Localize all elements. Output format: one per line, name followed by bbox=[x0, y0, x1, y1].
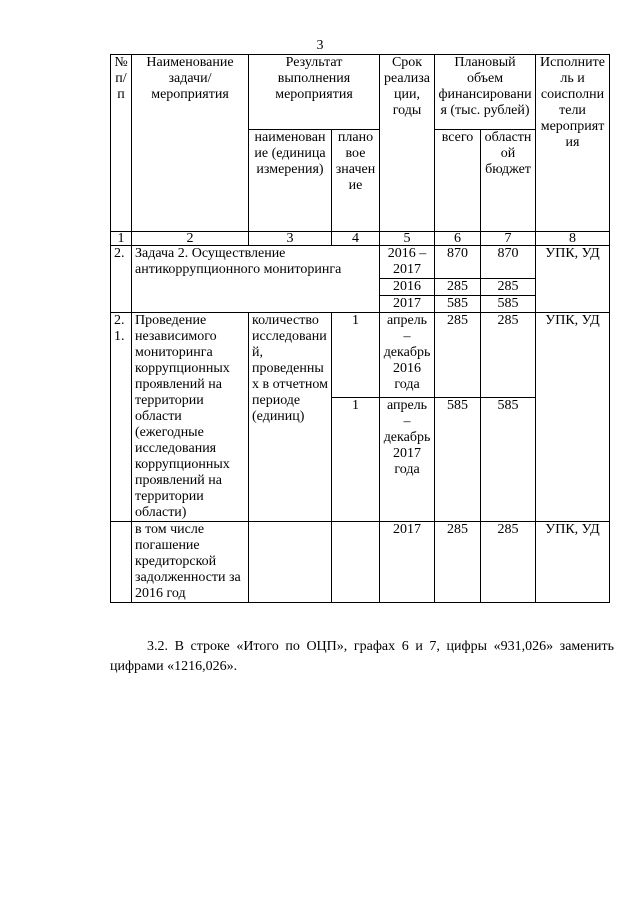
including-total: 285 bbox=[435, 522, 481, 603]
header-executor: Исполнитель и соисполнители мероприятия bbox=[536, 55, 610, 232]
including-term: 2017 bbox=[380, 522, 435, 603]
amendment-paragraph: 3.2. В строке «Итого по ОЦП», графах 6 и 7, цифры «931,026» заменить цифрами «1216,026». bbox=[110, 639, 614, 674]
task2-executor: УПК, УД bbox=[536, 246, 610, 313]
item21-term: апрель – декабрь 2016 года bbox=[380, 313, 435, 398]
header-name: Наименование задачи/мероприятия bbox=[132, 55, 249, 232]
item21-row bbox=[111, 313, 610, 398]
including-row bbox=[111, 522, 610, 603]
task2-total: 285 bbox=[435, 279, 481, 296]
header-num: № п/п bbox=[111, 55, 132, 232]
column-number: 8 bbox=[536, 232, 610, 246]
item21-value: 1 bbox=[332, 313, 380, 398]
column-number: 6 bbox=[435, 232, 481, 246]
subheader-regional: областной бюджет bbox=[481, 130, 536, 232]
page-number: 3 bbox=[316, 38, 324, 53]
item21-regional: 285 bbox=[481, 313, 536, 398]
program-table bbox=[110, 54, 610, 603]
item21-total: 585 bbox=[435, 398, 481, 522]
task2-regional: 285 bbox=[481, 279, 536, 296]
including-num bbox=[111, 522, 132, 603]
including-executor: УПК, УД bbox=[536, 522, 610, 603]
item21-total: 285 bbox=[435, 313, 481, 398]
item21-executor: УПК, УД bbox=[536, 313, 610, 522]
including-name: в том числе погашение кредиторской задолженности за 2016 год bbox=[132, 522, 249, 603]
column-number: 3 bbox=[249, 232, 332, 246]
item21-term: апрель – декабрь 2017 года bbox=[380, 398, 435, 522]
including-value bbox=[332, 522, 380, 603]
item21-value: 1 bbox=[332, 398, 380, 522]
item21-result-name: количество исследований, проведенных в отчетном периоде (единиц) bbox=[249, 313, 332, 522]
column-numbers-row bbox=[111, 232, 610, 246]
including-regional: 285 bbox=[481, 522, 536, 603]
item21-num: 2. 1. bbox=[111, 313, 132, 522]
task2-total: 585 bbox=[435, 296, 481, 313]
task2-total: 870 bbox=[435, 246, 481, 279]
item21-name: Проведение независимого мониторинга коррупционных проявлений на территории области (ежегодные исследования коррупционных проявлений на территории области) bbox=[132, 313, 249, 522]
column-number: 7 bbox=[481, 232, 536, 246]
column-number: 5 bbox=[380, 232, 435, 246]
subheader-result-name: наименование (единица измерения) bbox=[249, 130, 332, 232]
task2-term: 2016 – 2017 bbox=[380, 246, 435, 279]
task2-term: 2016 bbox=[380, 279, 435, 296]
including-result-name bbox=[249, 522, 332, 603]
column-number: 2 bbox=[132, 232, 249, 246]
subheader-total: всего bbox=[435, 130, 481, 232]
column-number: 1 bbox=[111, 232, 132, 246]
subheader-planned-value: плановое значение bbox=[332, 130, 380, 232]
task2-regional: 585 bbox=[481, 296, 536, 313]
header-result: Результат выполнения мероприятия bbox=[249, 55, 380, 130]
task2-row bbox=[111, 246, 610, 279]
task2-num: 2. bbox=[111, 246, 132, 313]
item21-regional: 585 bbox=[481, 398, 536, 522]
header-funding: Плановый объем финансирования (тыс. рублей) bbox=[435, 55, 536, 130]
task2-name: Задача 2. Осуществление антикоррупционного мониторинга bbox=[132, 246, 380, 313]
header-row bbox=[111, 55, 610, 130]
task2-term: 2017 bbox=[380, 296, 435, 313]
task2-regional: 870 bbox=[481, 246, 536, 279]
header-term: Срок реализации, годы bbox=[380, 55, 435, 232]
column-number: 4 bbox=[332, 232, 380, 246]
